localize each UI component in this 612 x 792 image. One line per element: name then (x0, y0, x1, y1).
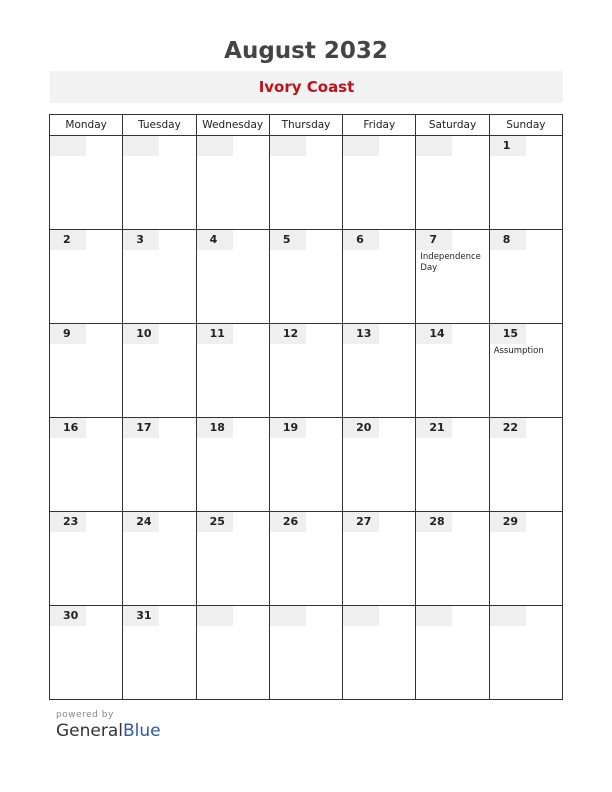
subtitle-bar (50, 71, 563, 103)
day-number (123, 136, 159, 156)
day-cell (50, 324, 123, 418)
week-row (50, 512, 563, 606)
day-number (343, 606, 379, 626)
day-number (270, 136, 306, 156)
week-row (50, 606, 563, 700)
day-cell (416, 230, 489, 324)
weekday-header: Sunday (489, 115, 562, 136)
day-cell (123, 230, 196, 324)
day-cell (50, 418, 123, 512)
day-number: 12 (270, 324, 306, 344)
day-cell (416, 512, 489, 606)
day-cell (269, 418, 342, 512)
holiday-label: Assumption (493, 346, 544, 356)
weekday-header: Tuesday (123, 115, 196, 136)
day-number: 27 (343, 512, 379, 532)
day-number: 9 (50, 324, 86, 344)
day-cell (269, 136, 342, 230)
day-number (343, 136, 379, 156)
calendar-grid (49, 114, 563, 700)
day-cell (196, 606, 269, 700)
day-cell (123, 418, 196, 512)
page-title: August 2032 (224, 38, 388, 64)
day-number: 19 (270, 418, 306, 438)
day-cell (50, 230, 123, 324)
day-cell (269, 230, 342, 324)
day-number: 18 (197, 418, 233, 438)
day-cell (489, 230, 562, 324)
day-cell (196, 230, 269, 324)
day-number: 17 (123, 418, 159, 438)
day-cell (489, 324, 562, 418)
day-number (50, 136, 86, 156)
brand-blue: Blue (123, 721, 161, 741)
day-cell (343, 418, 416, 512)
day-number: 1 (490, 136, 526, 156)
day-cell (416, 606, 489, 700)
weekday-header: Thursday (269, 115, 342, 136)
week-row (50, 230, 563, 324)
day-number: 24 (123, 512, 159, 532)
day-cell (416, 324, 489, 418)
week-row (50, 324, 563, 418)
day-number: 29 (490, 512, 526, 532)
day-number (197, 136, 233, 156)
day-number: 11 (197, 324, 233, 344)
day-cell (343, 512, 416, 606)
day-cell (196, 136, 269, 230)
day-cell (489, 606, 562, 700)
day-cell (123, 324, 196, 418)
day-number (416, 136, 452, 156)
day-number: 15 (490, 324, 526, 344)
day-cell (343, 606, 416, 700)
day-cell (489, 418, 562, 512)
day-number: 7 (416, 230, 452, 250)
day-number: 16 (50, 418, 86, 438)
day-number: 4 (197, 230, 233, 250)
week-row (50, 418, 563, 512)
day-cell (123, 606, 196, 700)
day-number: 8 (490, 230, 526, 250)
brand-general: General (56, 721, 123, 741)
day-number: 23 (50, 512, 86, 532)
day-number: 25 (197, 512, 233, 532)
day-number (416, 606, 452, 626)
footer (56, 710, 161, 741)
day-cell (269, 512, 342, 606)
day-cell (343, 230, 416, 324)
day-cell (416, 136, 489, 230)
country-subtitle: Ivory Coast (258, 78, 355, 96)
day-number: 22 (490, 418, 526, 438)
day-cell (196, 324, 269, 418)
day-cell (196, 418, 269, 512)
day-number (270, 606, 306, 626)
day-number: 31 (123, 606, 159, 626)
day-cell (269, 606, 342, 700)
day-cell (416, 418, 489, 512)
day-cell (123, 136, 196, 230)
day-number (490, 606, 526, 626)
weekday-header: Wednesday (196, 115, 269, 136)
day-cell (196, 512, 269, 606)
day-number: 3 (123, 230, 159, 250)
powered-by-text: powered by (56, 710, 114, 720)
generalblue-logo (56, 721, 161, 741)
day-number: 20 (343, 418, 379, 438)
day-number (197, 606, 233, 626)
day-number: 30 (50, 606, 86, 626)
day-cell (489, 136, 562, 230)
day-cell (50, 606, 123, 700)
day-cell (343, 136, 416, 230)
weekday-header: Friday (343, 115, 416, 136)
weekday-header: Monday (50, 115, 123, 136)
day-cell (489, 512, 562, 606)
week-row (50, 136, 563, 230)
day-number: 5 (270, 230, 306, 250)
holiday-label: Independence Day (420, 252, 481, 273)
day-cell (123, 512, 196, 606)
day-number: 10 (123, 324, 159, 344)
day-cell (50, 136, 123, 230)
day-cell (269, 324, 342, 418)
day-number: 21 (416, 418, 452, 438)
day-cell (343, 324, 416, 418)
weekday-header: Saturday (416, 115, 489, 136)
day-number: 14 (416, 324, 452, 344)
day-number: 26 (270, 512, 306, 532)
day-number: 13 (343, 324, 379, 344)
weekday-header-row (50, 115, 563, 136)
day-number: 6 (343, 230, 379, 250)
day-number: 28 (416, 512, 452, 532)
day-cell (50, 512, 123, 606)
day-number: 2 (50, 230, 86, 250)
